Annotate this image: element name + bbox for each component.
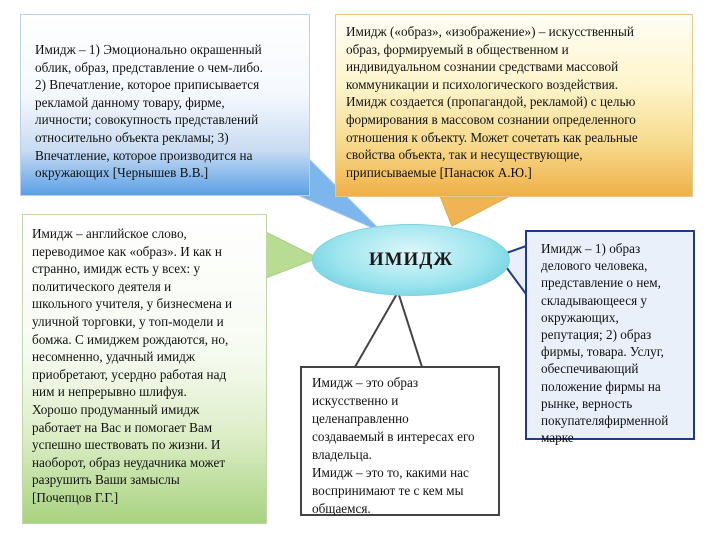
- text-line: складывающееся у: [541, 292, 648, 308]
- central-concept-label: ИМИДЖ: [368, 249, 454, 270]
- text-line: Хорошо продуманный имидж: [32, 401, 200, 417]
- central-concept-oval: [312, 224, 510, 296]
- text-line: бомжа. С имиджем рождаются, но,: [32, 331, 229, 347]
- text-line: наоборот, образ неудачника может: [32, 454, 226, 470]
- text-line: свойства объекта, так и несуществующие,: [346, 147, 583, 163]
- text-line: делового человека,: [541, 258, 648, 274]
- definition-business-image: [525, 230, 695, 446]
- text-line: положение фирмы на: [541, 378, 661, 394]
- text-line: личности; совокупность представлений: [35, 112, 259, 128]
- text-line: фирмы, товара. Услуг,: [541, 344, 664, 360]
- text-line: несомненно, удачный имидж: [32, 349, 195, 365]
- text-line: рынке, верность: [541, 395, 633, 411]
- text-line: создаваемый в интересах его: [312, 429, 475, 444]
- text-line: марке: [541, 430, 574, 446]
- text-line: коммуникации и психологического воздействия.: [346, 76, 619, 92]
- text-line: приобретают, усердно работая над: [32, 366, 227, 382]
- text-line: общаемся.: [312, 501, 371, 516]
- text-line: формирования в массовом сознании определенного: [346, 111, 636, 127]
- text-line: работает на Вас и помогает Вам: [32, 419, 213, 435]
- text-line: индивидуальном сознании средствами массовой: [346, 59, 619, 75]
- text-line: странно, имидж есть у всех: у: [32, 261, 201, 277]
- text-line: обеспечивающий: [541, 361, 639, 377]
- text-line: представление о нем,: [541, 275, 661, 291]
- text-line: [Почепцов Г.Г.]: [32, 489, 119, 505]
- text-line: отношения к объекту. Может сочетать как реальные: [346, 129, 638, 145]
- text-line: искусственно и: [312, 393, 399, 408]
- text-line: переводимое как «образ». И как н: [32, 243, 222, 259]
- text-line: Имидж – английское слово,: [32, 226, 187, 241]
- text-line: разрушить Ваши замыслы: [32, 472, 180, 488]
- text-line: целенаправленно: [312, 411, 409, 426]
- text-line: школьного учителя, у бизнесмена и: [32, 296, 233, 312]
- definition-chernyshev: [20, 14, 310, 196]
- connector-top-right: [440, 196, 510, 226]
- text-line: окружающих [Чернышев В.В.]: [35, 165, 209, 181]
- text-line: владельца.: [312, 447, 372, 462]
- text-line: относительно объекта рекламы; 3): [35, 129, 229, 145]
- text-line: окружающих,: [541, 309, 619, 325]
- text-line: Впечатление, которое производится на: [35, 147, 253, 163]
- text-line: репутация; 2) образ: [541, 327, 652, 343]
- text-line: Имидж создается (пропагандой, рекламой) с целью: [346, 94, 636, 110]
- connector-bottom: [355, 292, 422, 367]
- text-line: приписываемые [Панасюк А.Ю.]: [346, 164, 532, 180]
- text-line: воспринимают те с кем мы: [312, 483, 464, 498]
- definition-perception: [300, 366, 500, 516]
- definition-panasyuk: [335, 14, 693, 197]
- definition-pocheptsov: [22, 214, 267, 524]
- text-line: политического деятеля и: [32, 278, 172, 294]
- connector-left: [266, 232, 318, 278]
- text-line: образ, формируемый в общественном и: [346, 41, 569, 57]
- text-line: Имидж («образ», «изображение») – искусственный: [346, 24, 634, 39]
- text-line: ним и непрерывно шлифуя.: [32, 384, 187, 400]
- text-line: Имидж – 1) Эмоционально окрашенный: [35, 42, 262, 57]
- text-line: покупателяфирменной: [541, 413, 669, 429]
- text-line: Имидж – это то, какими нас: [312, 465, 469, 480]
- text-line: Имидж – это образ: [312, 375, 419, 390]
- text-line: облик, образ, представление о чем-либо.: [35, 59, 263, 75]
- text-line: уличной торговки, у топ-модели и: [32, 313, 224, 329]
- text-line: рекламой данному товару, фирме,: [35, 94, 225, 110]
- text-line: успешно шествовать по жизни. И: [32, 437, 221, 453]
- text-line: 2) Впечатление, которое приписывается: [35, 77, 260, 93]
- text-line: Имидж – 1) образ: [541, 241, 641, 256]
